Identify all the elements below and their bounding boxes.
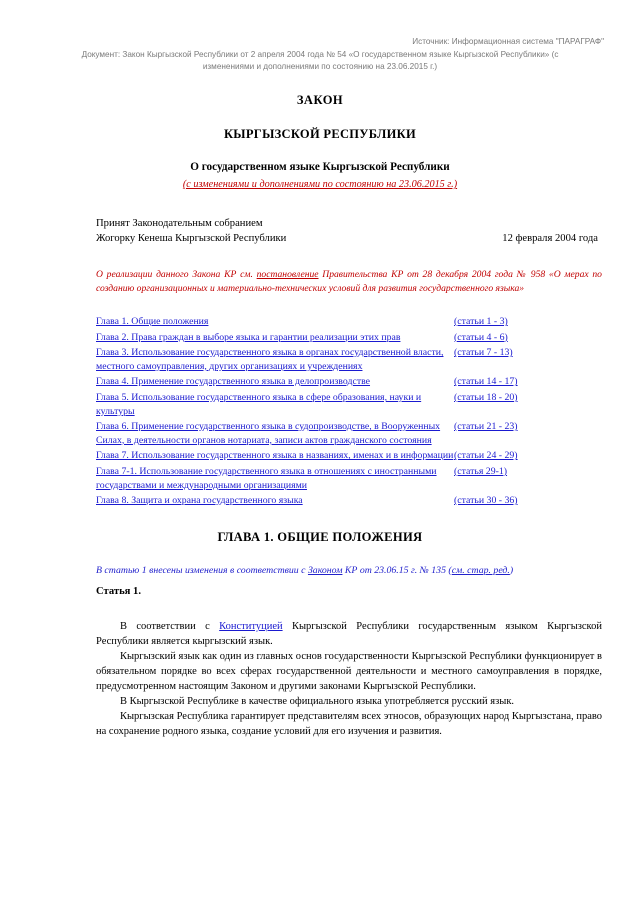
toc-item-articles[interactable]: (статьи 4 - 6) — [454, 331, 508, 343]
paragraph-3: В Кыргызской Республике в качестве официального языка употребляется русский язык. — [120, 696, 515, 708]
toc-item[interactable] — [96, 449, 606, 463]
implementation-note — [0, 268, 640, 295]
source-header — [0, 0, 640, 73]
toc-item-label[interactable]: Глава 7-1. Использование государственного языка в отношениях с иностранными государствами и международными организациями — [96, 465, 437, 491]
toc-item-label[interactable]: Глава 3. Использование государственного языка в органах государственной власти, местного самоуправления, других организациях и учреждениях — [96, 347, 444, 372]
toc-item-articles[interactable]: (статьи 1 - 3) — [454, 316, 508, 327]
toc-item-articles[interactable]: (статьи 30 - 36) — [454, 495, 518, 507]
source-line-2: Документ: Закон Кыргызской Республики от 2 апреля 2004 года № 54 «О государственном языке Кыргызской Республики» (с изменениями и дополнениями по состоянию на 23.06.2015 г.) — [81, 50, 559, 71]
constitution-link[interactable]: Конституцией — [219, 621, 283, 633]
implementation-note-part1: О реализации данного Закона КР см. — [96, 269, 257, 280]
toc-item-label[interactable]: Глава 5. Использование государственного языка в сфере образования, науки и культуры — [96, 391, 422, 417]
paragraph-2: Кыргызский язык как один из главных основ государственности Кыргызской Республики функционирует в обязательном порядке во всех сферах государственной деятельности и местного самоуправления в порядке, предусмотренном настоящим Законом и другими законами Кыргызской Республики. — [96, 651, 602, 693]
chapter-heading: ГЛАВА 1. ОБЩИЕ ПОЛОЖЕНИЯ — [217, 529, 423, 544]
document-title-subject: О государственном языке Кыргызской Республики — [190, 161, 450, 173]
toc-item-articles[interactable]: (статьи 18 - 20) — [454, 391, 518, 403]
toc-item[interactable] — [96, 375, 606, 389]
toc-item[interactable] — [96, 494, 606, 508]
toc-item-label[interactable]: Глава 8. Защита и охрана государственного языка — [96, 495, 303, 507]
toc-item-articles[interactable]: (статья 29-1) — [454, 465, 508, 477]
amendments-text: (с изменениями и дополнениями по состоянию на 23.06.2015 г.) — [182, 179, 458, 190]
toc-item[interactable] — [96, 315, 606, 329]
toc-item[interactable] — [96, 346, 606, 373]
adoption-block — [0, 216, 640, 246]
toc-item-articles[interactable]: (статьи 24 - 29) — [454, 450, 518, 462]
adoption-line-2: Жогорку Кенеша Кыргызской Республики — [96, 233, 287, 244]
document-title-amendments — [0, 179, 640, 190]
toc-item[interactable] — [96, 420, 606, 447]
amendment-note-part1: В статью 1 внесены изменения в соответствии с — [96, 564, 308, 576]
paragraph-1-before: В соответствии с — [120, 621, 220, 633]
old-version-link[interactable]: см. стар. ред. — [451, 564, 510, 576]
toc-item-label[interactable]: Глава 6. Применение государственного языка в судопроизводстве, в Вооруженных Силах, в деятельности органов нотариата, записи актов гражданского состояния — [96, 421, 441, 446]
implementation-note-part2: Правительства КР от 28 декабря 2004 года № 958 «О мерах по созданию организационных и материально-технических условий для развития государственного языка» — [96, 269, 602, 294]
paragraph-1-after: Кыргызской Республики государственным языком Кыргызской Республики является кыргызский язык. — [96, 621, 602, 648]
paragraph-4: Кыргызская Республика гарантирует представителям всех этносов, образующих народ Кыргызстана, право на сохранение родного языка, создание условий для его изучения и развития. — [96, 711, 602, 738]
amendment-note-part2: КР от 23.06.15 г. № 135 ( — [342, 564, 452, 576]
document-title-law: ЗАКОН — [296, 93, 344, 107]
source-line-1: Источник: Информационная система "ПАРАГРАФ" — [412, 37, 604, 46]
toc-item-articles[interactable]: (статьи 21 - 23) — [454, 421, 518, 433]
toc-item-label[interactable]: Глава 2. Права граждан в выборе языка и гарантии реализации этих прав — [96, 331, 401, 343]
toc-item-label[interactable]: Глава 7. Использование государственного языка в названиях, именах и в информации — [96, 450, 454, 462]
toc-item[interactable] — [96, 465, 606, 492]
adoption-date: 12 февраля 2004 года — [502, 233, 598, 244]
amendment-note-part3: ) — [509, 564, 514, 576]
article-body — [0, 619, 640, 739]
adoption-line-1: Принят Законодательным собранием — [96, 218, 263, 229]
paragraph-1 — [96, 619, 602, 649]
table-of-contents — [0, 315, 640, 508]
resolution-link[interactable]: постановление — [256, 269, 319, 280]
toc-item[interactable] — [96, 331, 606, 345]
toc-item-label[interactable]: Глава 4. Применение государственного языка в делопроизводстве — [96, 376, 371, 388]
toc-item[interactable] — [96, 391, 606, 418]
toc-item-label[interactable]: Глава 1. Общие положения — [96, 316, 209, 327]
article-amendment-note — [0, 564, 640, 578]
document-title-republic: КЫРГЫЗСКОЙ РЕСПУБЛИКИ — [223, 127, 417, 141]
toc-item-articles[interactable]: (статьи 7 - 13) — [454, 347, 513, 359]
law-link[interactable]: Законом — [307, 564, 343, 576]
article-title: Статья 1. — [96, 586, 141, 598]
toc-item-articles[interactable]: (статьи 14 - 17) — [454, 376, 518, 388]
